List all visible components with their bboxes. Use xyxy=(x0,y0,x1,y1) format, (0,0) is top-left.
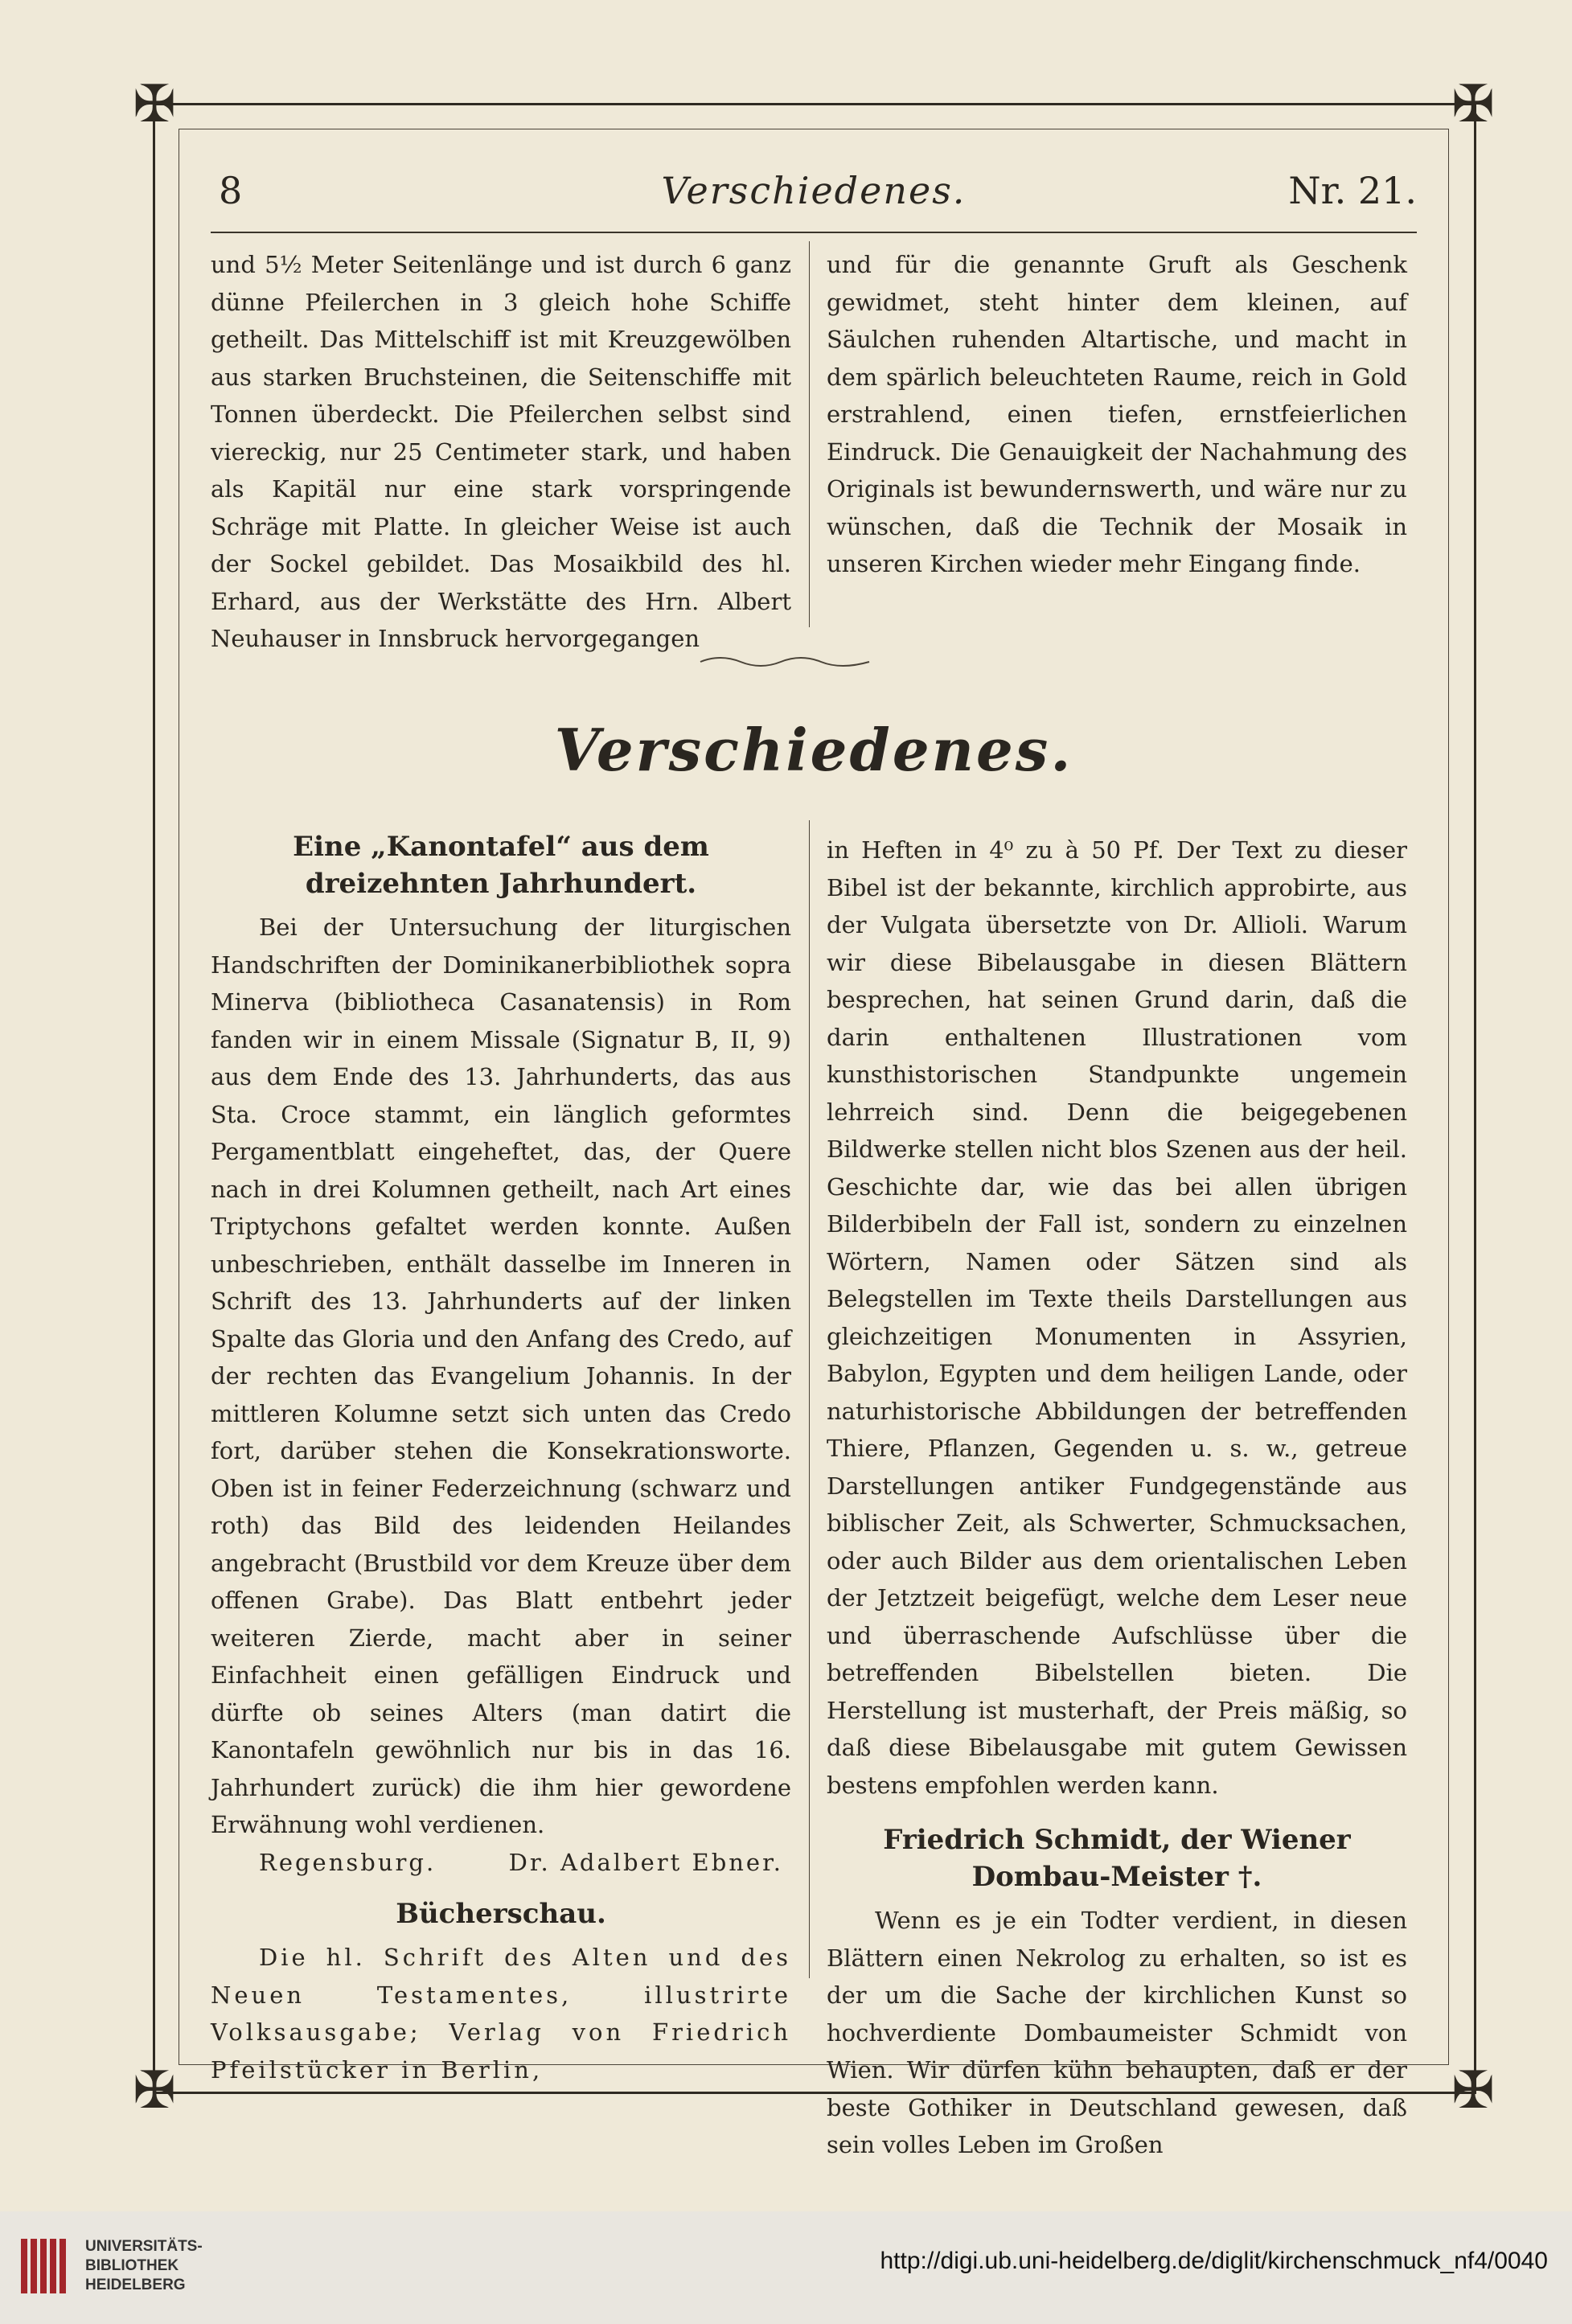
kanontafel-title: Eine „Kanontafel“ aus dem dreizehnten Jahrhundert. xyxy=(293,831,709,900)
column-divider xyxy=(809,241,810,627)
schmidt-body: Wenn es je ein Todter verdient, in diesen Blättern einen Nekrolog zu erhalten, so ist es der um die Sache der kirchlichen Kunst so hochverdiente Dombaumeister Schmidt von Wien. Wir dürfen kühn behaupten, daß er der beste Gothiker in Deutschland gewesen, daß sein volles Leben im Großen xyxy=(827,1907,1407,2158)
library-name-line: BIBLIOTHEK xyxy=(85,2257,179,2274)
kanontafel-signature xyxy=(211,1844,791,1882)
top-article-left-text: und 5½ Meter Seitenlänge und ist durch 6 ganz dünne Pfeilerchen in 3 gleich hohe Schiffe getheilt. Das Mittelschiff ist mit Kreuzgewölben aus starken Bruchsteinen, die Seitenschiffe mit Tonnen überdeckt. Die Pfeilerchen selbst sind viereckig, nur 25 Centimeter stark, und haben als Kapitäl nur eine stark vorspringende Schräge mit Platte. In gleicher Weise ist auch der Sockel gebildet. Das Mosaikbild des hl. Erhard, aus der Werkstätte des Hrn. Albert Neuhauser in Innsbruck hervorgegangen xyxy=(211,251,791,652)
top-article-right-column xyxy=(827,246,1407,583)
page-number: 8 xyxy=(219,169,243,212)
corner-ornament-icon: ✠ xyxy=(133,75,176,134)
column-divider xyxy=(809,820,810,1978)
top-article-right-text: und für die genannte Gruft als Geschenk gewidmet, steht hinter dem kleinen, auf Säulchen ruhenden Altartische, und macht in dem spärlich beleuchteten Raume, reich in Gold erstrahlend, einen tiefen, ernstfeierlichen Eindruck. Die Genauigkeit der Nachahmung des Originals ist bewundernswerth, und wäre nur zu wünschen, daß die Technik der Mosaik in unseren Kirchen wieder mehr Eingang finde. xyxy=(827,251,1407,577)
library-name xyxy=(85,2237,294,2295)
corner-ornament-icon: ✠ xyxy=(133,2061,176,2121)
top-article-left-column xyxy=(211,246,791,658)
corner-ornament-icon: ✠ xyxy=(1451,2061,1495,2121)
source-url-link[interactable]: http://digi.ub.uni-heidelberg.de/diglit/kirchenschmuck_nf4/0040 xyxy=(880,2248,1548,2274)
signature-place: Regensburg. xyxy=(259,1848,437,1876)
header-rule xyxy=(211,232,1417,233)
library-logo-icon xyxy=(18,2234,74,2298)
running-title: Verschiedenes. xyxy=(661,169,967,212)
kanontafel-body: Bei der Untersuchung der liturgischen Handschriften der Dominikanerbibliothek sopra Minerva (bibliotheca Casanatensis) in Rom fanden wir in einem Missale (Signatur B, II, 9) aus dem Ende des 13. Jahrhunderts, das aus Sta. Croce stammt, ein länglich geformtes Pergamentblatt eingeheftet, das, der Quere nach in drei Kolumnen getheilt, nach Art eines Triptychons gefaltet werden konnte. Außen unbeschrieben, enthält dasselbe im Inneren in Schrift des 13. Jahrhunderts auf der linken Spalte das Gloria und den Anfang des Credo, auf der rechten das Evangelium Johannis. In der mittleren Kolumne setzt sich unten das Credo fort, darüber stehen die Konsekrationsworte. Oben ist in feiner Federzeichnung (schwarz und roth) das Bild des leidenden Heilandes angebracht (Brustbild vor dem Kreuze über dem offenen Grabe). Das Blatt entbehrt jeder weiteren Zierde, macht aber in seiner Einfachheit einen gefälligen Eindruck und dürfte ob seines Alters (man datirt die Kanontafeln gewöhnlich nur bis in das 16. Jahrhundert zurück) die ihm hier gewordene Erwähnung wohl verdienen. xyxy=(211,914,791,1838)
buecherschau-title: Bücherschau. xyxy=(396,1898,606,1930)
buecherschau-body-right: in Heften in 4⁰ zu à 50 Pf. Der Text zu dieser Bibel ist der bekannte, kirchlich approbirte, aus der Vulgata übersetzte von Dr. Allioli. Warum wir diese Bibelausgabe in diesen Blättern besprechen, hat seinen Grund darin, daß die darin enthaltenen Illustrationen vom kunsthistorischen Standpunkte ungemein lehrreich sind. Denn die beigegebenen Bildwerke stellen nicht blos Szenen aus der heil. Geschichte dar, wie das bei allen übrigen Bilderbibeln der Fall ist, sondern zu einzelnen Wörtern, Namen oder Sätzen sind als Belegstellen im Texte theils Darstellungen aus gleichzeitigen Monumenten in Assyrien, Babylon, Egypten und dem heiligen Lande, oder naturhistorische Abbildungen der betreffenden Thiere, Pflanzen, Gegenden u. s. w., getreue Darstellungen antiker Fundgegenstände aus biblischer Zeit, als Schwerter, Schmucksachen, oder auch Bilder aus dem orientalischen Leben der Jetztzeit beigefügt, welche dem Leser neue und überraschende Aufschlüsse über die betreffenden Bibelstellen bieten. Die Herstellung ist musterhaft, der Preis mäßig, so daß diese Bibelausgabe mit gutem Gewissen bestens empfohlen werden kann. xyxy=(827,836,1407,1799)
buecherschau-body-left: Die hl. Schrift des Alten und des Neuen Testamentes, illustrirte Volksausgabe; Verlag von Friedrich Pfeilstücker in Berlin, xyxy=(211,1944,791,2084)
section-title: Verschiedenes. xyxy=(554,716,1073,784)
library-name-line: UNIVERSITÄTS- xyxy=(85,2238,203,2255)
schmidt-title: Friedrich Schmidt, der Wiener Dombau-Meister †. xyxy=(883,1824,1351,1893)
lower-right-column xyxy=(827,831,1407,2164)
lower-left-column xyxy=(211,828,791,2088)
running-header xyxy=(211,169,1417,225)
issue-number: Nr. 21. xyxy=(1288,169,1417,212)
library-name-line: HEIDELBERG xyxy=(85,2277,186,2293)
corner-ornament-icon: ✠ xyxy=(1451,75,1495,134)
signature-author: Dr. Adalbert Ebner. xyxy=(508,1848,783,1876)
section-swash-ornament-icon xyxy=(696,650,873,674)
